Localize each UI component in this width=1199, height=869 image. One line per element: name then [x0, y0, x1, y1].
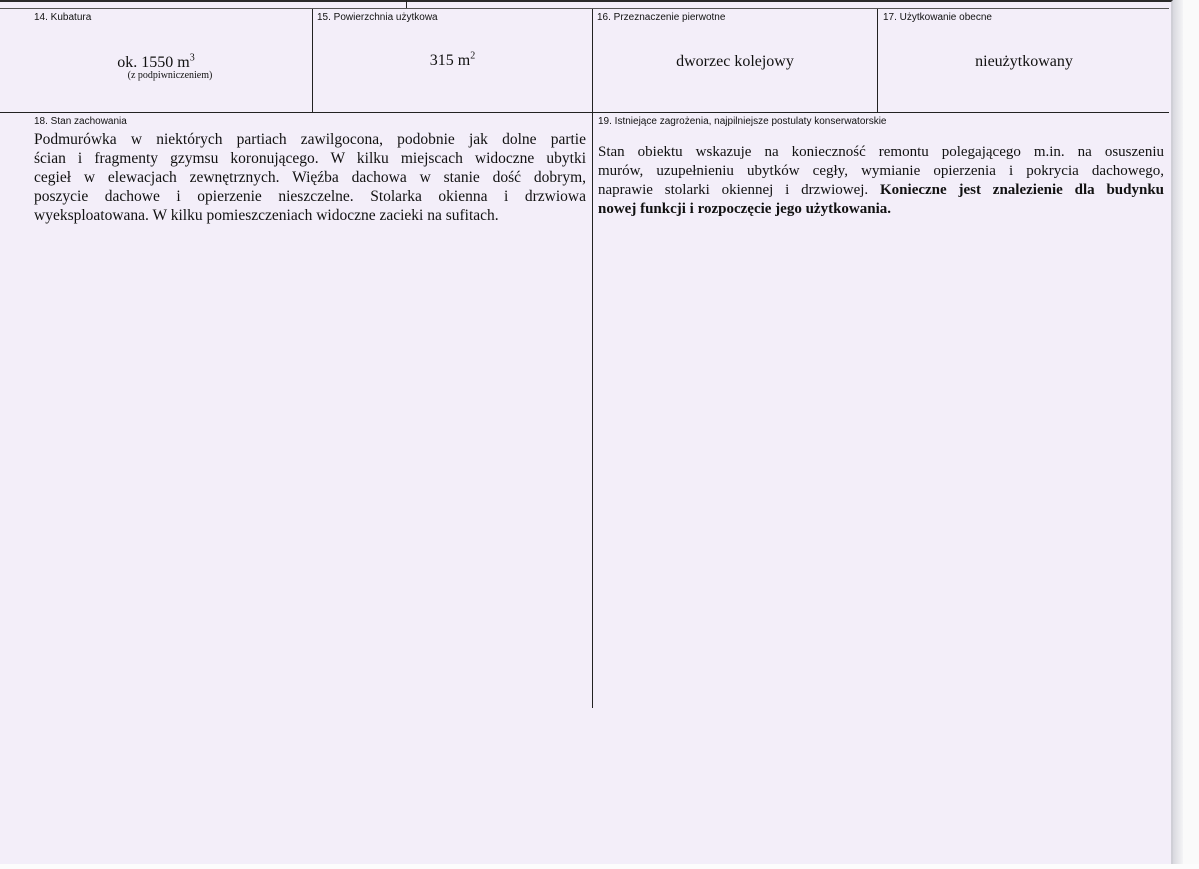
field-19-line: murów, uzupełnieniu ubytków cegły, wymianie opierzenia i pokrycia dachowego,: [598, 163, 1164, 179]
field-19-line3-bold: Konieczne jest znalezienie dla budynku: [880, 182, 1165, 198]
field-19-label: 19. Istniejące zagrożenia, najpilniejsze postulaty konserwatorskie: [598, 116, 887, 127]
field-19-line4-bold: nowej funkcji i rozpoczęcie jego użytkowania.: [598, 201, 892, 217]
top-inner-rule: [0, 8, 1169, 9]
header-divider: [0, 112, 1169, 113]
field-19-line3-normal: naprawie stolarki okiennej i drzwiowej.: [598, 182, 869, 198]
field-18-line: poszycie dachowe i opierzenie nieszczelne. Stolarka okienna i drzwiowa: [34, 188, 586, 205]
scan-edge-right: [1173, 0, 1199, 869]
field-18-line: ścian i fragmenty gzymsu koronującego. W kilku miejscach widoczne ubytki: [34, 150, 586, 167]
field-14-value-text: ok. 1550 m: [117, 54, 190, 71]
field-15-value: [313, 52, 592, 70]
field-14-value-exponent: 3: [189, 52, 195, 64]
top-tick: [406, 0, 407, 8]
field-15-value-text: 315 m: [429, 52, 471, 69]
field-18-line: cegieł w elewacjach zewnętrznych. Więźba dachowa w stanie dość dobrym,: [34, 169, 586, 186]
field-19-line: [598, 181, 1164, 200]
field-14-note: (z podpiwniczeniem): [127, 70, 213, 81]
field-16-value: dworzec kolejowy: [676, 53, 794, 70]
field-18-line: wyeksploatowana. W kilku pomieszczeniach widoczne zacieki na sufitach.: [34, 207, 499, 224]
field-14-label: 14. Kubatura: [34, 12, 92, 23]
field-18-line: Podmurówka w niektórych partiach zawilgocona, podobnie jak dolne partie: [34, 131, 586, 148]
scan-edge-bottom: [0, 864, 1199, 869]
field-17-label: 17. Użytkowanie obecne: [883, 12, 992, 23]
field-19-line: Stan obiektu wskazuje na konieczność remontu polegającego m.in. na osuszeniu: [598, 144, 1164, 160]
field-15-label: 15. Powierzchnia użytkowa: [317, 12, 438, 23]
field-19-text: [598, 143, 1164, 219]
column-divider-2: [592, 8, 593, 708]
field-17-value: nieużytkowany: [975, 53, 1073, 70]
field-15-value-exponent: 2: [470, 50, 476, 62]
field-18-label: 18. Stan zachowania: [34, 116, 127, 127]
field-16-label: 16. Przeznaczenie pierwotne: [597, 12, 726, 23]
field-18-text: [34, 130, 586, 225]
